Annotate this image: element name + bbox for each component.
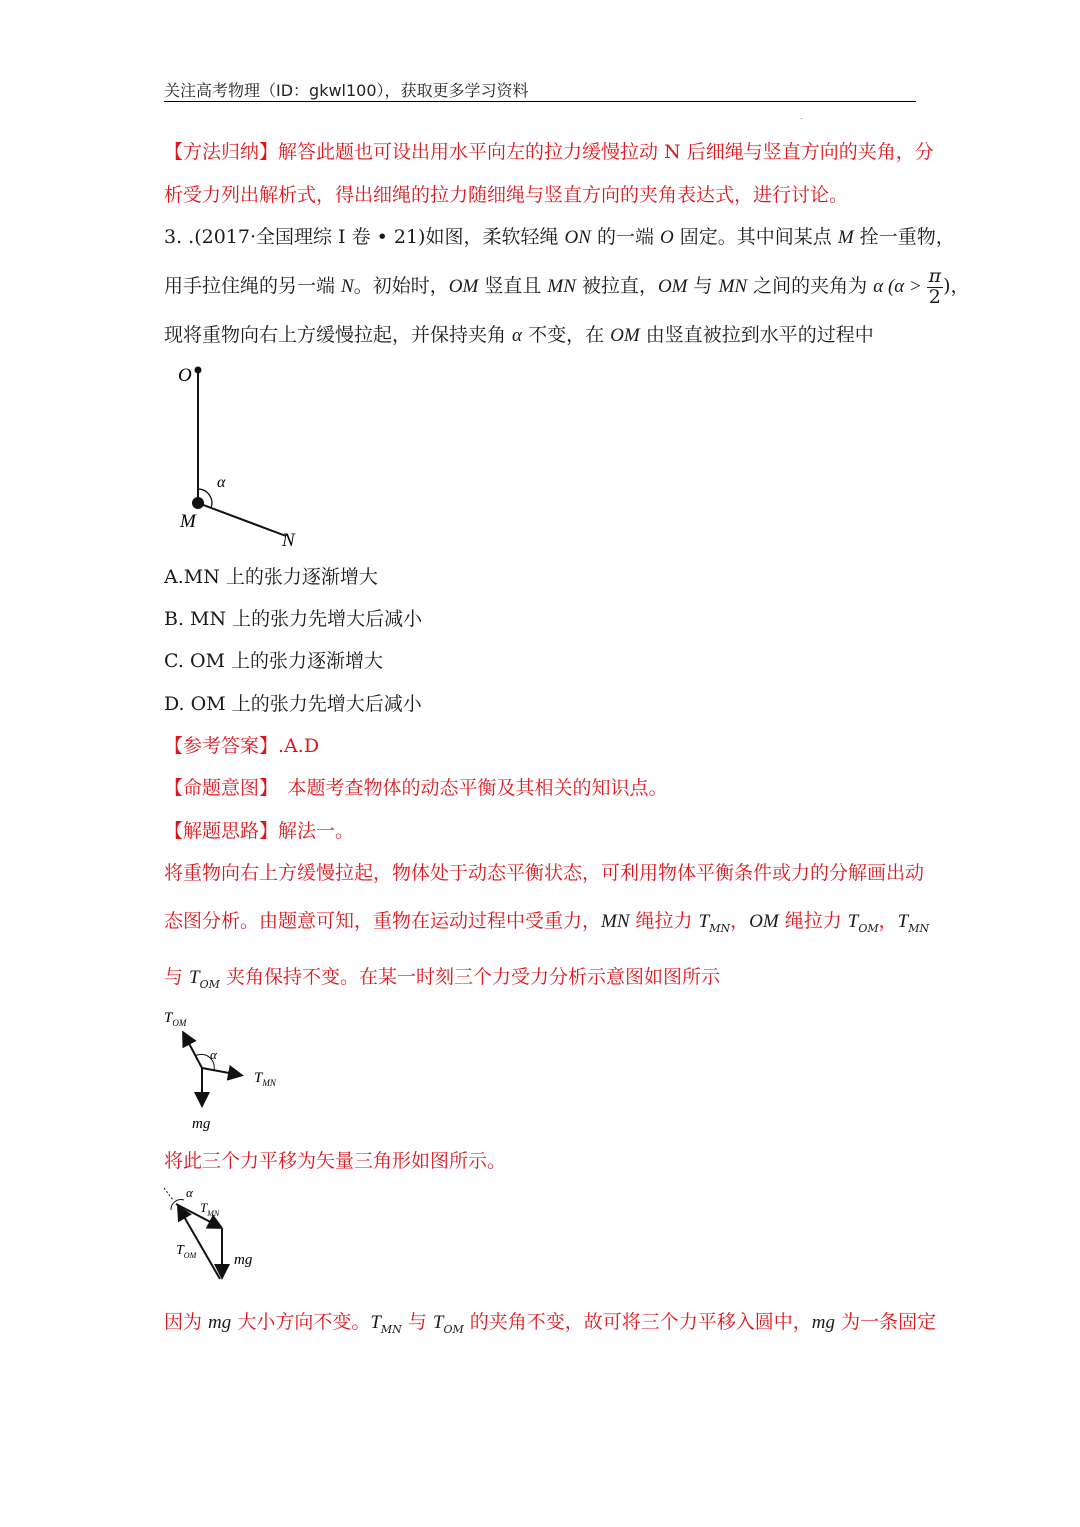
question-line-2: 用手拉住绳的另一端 N。初始时，OM 竖直且 MN 被拉直，OM 与 MN 之间的夹角为 α (α > $\frac{\pi}{2}$ )，	[164, 264, 970, 308]
method-summary-line-2: 析受力列出解析式，得出细绳的拉力随细绳与竖直方向的夹角表达式，进行讨论。	[164, 184, 849, 206]
pi-over-two: $\frac{\pi}{2}$	[928, 264, 942, 308]
method-tag: 【方法归纳】	[164, 141, 279, 163]
option-c: C. OM 上的张力逐渐增大	[164, 650, 384, 672]
answer-tag: 【参考答案】	[164, 735, 279, 757]
intent-tag: 【命题意图】	[164, 777, 269, 799]
question-intent: 【命题意图】 本题考查物体的动态平衡及其相关的知识点。	[164, 777, 668, 799]
label-alpha: α	[217, 474, 226, 491]
solution-line-3: 与 $T_{OM}$ 夹角保持不变。在某一时刻三个力受力分析示意图如图所示	[164, 966, 720, 991]
question-line-3: 现将重物向右上方缓慢拉起，并保持夹角 α 不变，在 OM 由竖直被拉到水平的过程中	[164, 324, 874, 346]
question-line-1: 3. .(2017·全国理综 I 卷 • 21)如图，柔软轻绳 ON 的一端 O 固定。其中间某点 M 拴一重物，	[164, 226, 955, 248]
solution-line-1: 将重物向右上方缓慢拉起，物体处于动态平衡状态，可利用物体平衡条件或力的分解画出动	[164, 862, 925, 884]
label-N: N	[282, 530, 295, 551]
solution-line-4: 将此三个力平移为矢量三角形如图所示。	[164, 1150, 507, 1172]
label-O: O	[178, 365, 192, 386]
page-header: 关注高考物理（ID：gkwl100），获取更多学习资料	[164, 81, 529, 100]
label-alpha: α	[210, 1047, 217, 1062]
option-b: B. MN 上的张力先增大后减小	[164, 608, 423, 630]
solution-tag: 【解题思路】	[164, 820, 279, 842]
label-M: M	[180, 511, 196, 532]
label-mg: mg	[234, 1252, 253, 1268]
label-T-MN: $T_{MN}$	[254, 1070, 276, 1088]
vector-triangle-figure	[160, 1182, 280, 1292]
force-analysis-figure	[160, 1004, 300, 1134]
reference-answer: 【参考答案】.A.D	[164, 735, 320, 757]
label-mg: mg	[192, 1116, 211, 1132]
label-T-OM: $T_{OM}$	[176, 1243, 197, 1260]
label-alpha: α	[186, 1185, 193, 1200]
option-d: D. OM 上的张力先增大后减小	[164, 693, 422, 715]
method-summary-line-1: 【方法归纳】解答此题也可设出用水平向左的拉力缓慢拉动 N 后细绳与竖直方向的夹角，分	[164, 141, 934, 163]
stray-dot: .	[800, 112, 803, 121]
label-T-MN: $T_{MN}$	[200, 1200, 220, 1218]
solution-line-5: 因为 mg 大小方向不变。$T_{MN}$ 与 $T_{OM}$ 的夹角不变，故可将三个力平移入圆中，mg 为一条固定	[164, 1311, 937, 1336]
solution-line-2: 态图分析。由题意可知，重物在运动过程中受重力，MN 绳拉力 $T_{MN}$，OM 绳拉力 $T_{OM}$，$T_{MN}$	[164, 910, 930, 935]
option-a: A.MN 上的张力逐渐增大	[164, 566, 378, 588]
solution-heading: 【解题思路】解法一。	[164, 820, 355, 842]
label-T-OM: $T_{OM}$	[164, 1010, 187, 1028]
header-divider	[164, 101, 916, 102]
rope-diagram-figure	[170, 360, 320, 555]
